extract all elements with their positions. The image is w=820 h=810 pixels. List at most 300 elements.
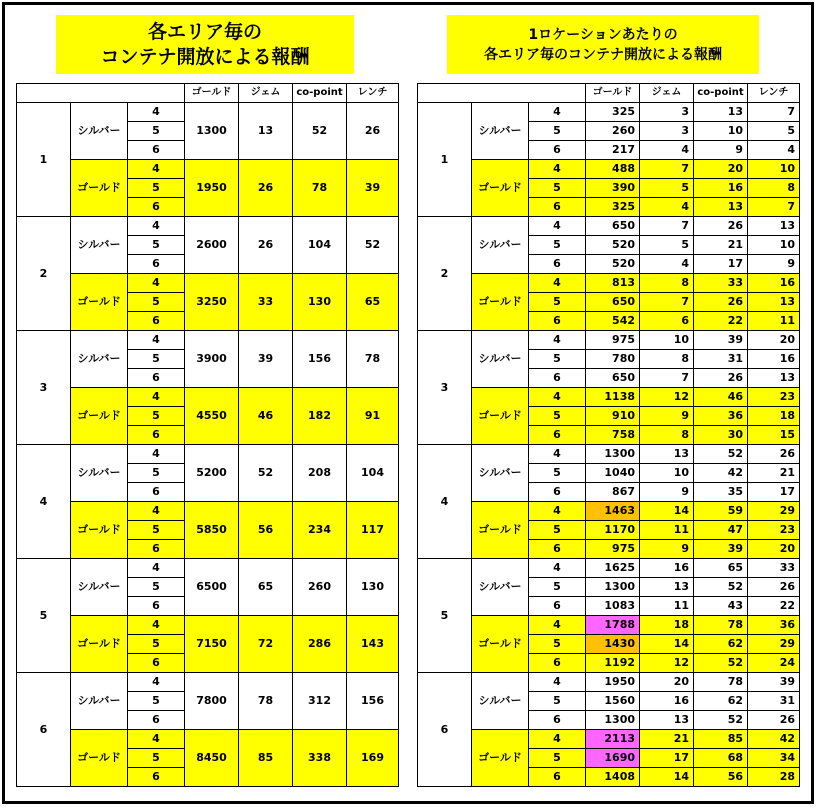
right-value-cell: 2113 [586, 730, 640, 749]
left-level-cell: 4 [128, 730, 185, 749]
right-value-cell: 1138 [586, 388, 640, 407]
left-area-number: 6 [17, 673, 71, 787]
left-area-number: 1 [17, 103, 71, 217]
left-value-cell: 52 [239, 445, 293, 502]
right-value-cell: 39 [694, 540, 748, 559]
right-level-cell: 6 [529, 597, 586, 616]
right-value-cell: 9 [640, 407, 694, 426]
right-level-cell: 5 [529, 464, 586, 483]
right-value-cell: 14 [640, 768, 694, 787]
right-tier-label: シルバー [472, 217, 529, 274]
right-value-cell: 23 [748, 521, 800, 540]
left-table-row [17, 502, 399, 521]
right-value-cell: 12 [640, 388, 694, 407]
left-value-cell: 260 [293, 559, 347, 616]
right-value-cell: 4 [640, 198, 694, 217]
right-table-row [418, 217, 800, 236]
right-area-number: 4 [418, 445, 472, 559]
right-value-cell: 18 [748, 407, 800, 426]
left-table-row [17, 217, 399, 236]
left-value-cell: 52 [347, 217, 399, 274]
left-value-cell: 338 [293, 730, 347, 787]
right-value-cell: 4 [640, 255, 694, 274]
left-level-cell: 4 [128, 445, 185, 464]
right-area-number: 1 [418, 103, 472, 217]
left-table-row [17, 445, 399, 464]
right-value-cell: 7 [640, 369, 694, 388]
right-value-cell: 1300 [586, 445, 640, 464]
right-level-cell: 6 [529, 483, 586, 502]
right-value-cell: 1560 [586, 692, 640, 711]
right-area-number: 2 [418, 217, 472, 331]
right-value-cell: 13 [640, 445, 694, 464]
right-value-cell: 13 [694, 198, 748, 217]
right-value-cell: 22 [694, 312, 748, 331]
left-tier-label: ゴールド [71, 616, 128, 673]
right-level-cell: 5 [529, 236, 586, 255]
left-level-cell: 5 [128, 692, 185, 711]
right-value-cell: 26 [748, 445, 800, 464]
right-value-cell: 78 [694, 616, 748, 635]
right-level-cell: 5 [529, 179, 586, 198]
right-value-cell: 7 [748, 198, 800, 217]
right-value-cell: 52 [694, 445, 748, 464]
right-value-cell: 20 [748, 540, 800, 559]
left-table-row [17, 331, 399, 350]
right-value-cell: 35 [694, 483, 748, 502]
left-header-row [17, 84, 399, 103]
right-level-cell: 6 [529, 426, 586, 445]
right-value-cell: 390 [586, 179, 640, 198]
right-header-cell: レンチ [748, 84, 800, 103]
right-tier-label: ゴールド [472, 160, 529, 217]
right-table-row [418, 388, 800, 407]
right-value-cell: 7 [640, 160, 694, 179]
right-value-cell: 10 [640, 464, 694, 483]
left-value-cell: 8450 [185, 730, 239, 787]
right-value-cell: 42 [694, 464, 748, 483]
right-value-cell: 9 [640, 540, 694, 559]
right-level-cell: 6 [529, 198, 586, 217]
left-value-cell: 5200 [185, 445, 239, 502]
right-level-cell: 5 [529, 293, 586, 312]
right-value-cell: 910 [586, 407, 640, 426]
right-level-cell: 4 [529, 331, 586, 350]
left-header-cell: ジェム [239, 84, 293, 103]
right-value-cell: 62 [694, 635, 748, 654]
right-value-cell: 4 [748, 141, 800, 160]
right-value-cell: 31 [748, 692, 800, 711]
right-value-cell: 30 [694, 426, 748, 445]
left-level-cell: 6 [128, 312, 185, 331]
left-value-cell: 78 [293, 160, 347, 217]
right-value-cell: 29 [748, 502, 800, 521]
right-value-cell: 33 [748, 559, 800, 578]
right-level-cell: 6 [529, 369, 586, 388]
right-value-cell: 26 [694, 217, 748, 236]
right-value-cell: 36 [694, 407, 748, 426]
right-value-cell: 3 [640, 103, 694, 122]
right-table-row [418, 559, 800, 578]
left-value-cell: 3900 [185, 331, 239, 388]
right-value-cell: 39 [748, 673, 800, 692]
left-level-cell: 6 [128, 654, 185, 673]
left-tier-label: シルバー [71, 331, 128, 388]
right-value-cell: 59 [694, 502, 748, 521]
right-value-cell: 5 [640, 236, 694, 255]
right-value-cell: 5 [640, 179, 694, 198]
right-value-cell: 10 [748, 236, 800, 255]
left-level-cell: 4 [128, 388, 185, 407]
right-level-cell: 5 [529, 122, 586, 141]
left-value-cell: 7800 [185, 673, 239, 730]
left-level-cell: 4 [128, 559, 185, 578]
right-level-cell: 5 [529, 350, 586, 369]
right-area-number: 3 [418, 331, 472, 445]
right-value-cell: 29 [748, 635, 800, 654]
right-value-cell: 9 [694, 141, 748, 160]
right-value-cell: 16 [640, 559, 694, 578]
right-tier-label: ゴールド [472, 730, 529, 787]
right-value-cell: 16 [748, 274, 800, 293]
right-value-cell: 488 [586, 160, 640, 179]
left-area-number: 4 [17, 445, 71, 559]
right-value-cell: 13 [640, 578, 694, 597]
right-value-cell: 16 [748, 350, 800, 369]
right-value-cell: 975 [586, 540, 640, 559]
left-tier-label: ゴールド [71, 274, 128, 331]
left-level-cell: 6 [128, 255, 185, 274]
right-value-cell: 1430 [586, 635, 640, 654]
right-value-cell: 33 [694, 274, 748, 293]
right-value-cell: 650 [586, 369, 640, 388]
right-value-cell: 36 [748, 616, 800, 635]
right-value-cell: 758 [586, 426, 640, 445]
right-table-row [418, 331, 800, 350]
right-value-cell: 13 [694, 103, 748, 122]
right-value-cell: 4 [640, 141, 694, 160]
right-value-cell: 17 [694, 255, 748, 274]
left-value-cell: 234 [293, 502, 347, 559]
left-level-cell: 4 [128, 331, 185, 350]
right-value-cell: 28 [748, 768, 800, 787]
left-tier-label: シルバー [71, 673, 128, 730]
left-value-cell: 208 [293, 445, 347, 502]
left-level-cell: 6 [128, 768, 185, 787]
right-value-cell: 65 [694, 559, 748, 578]
left-value-cell: 117 [347, 502, 399, 559]
right-tier-label: シルバー [472, 331, 529, 388]
right-table-row [418, 502, 800, 521]
right-value-cell: 13 [748, 293, 800, 312]
right-level-cell: 4 [529, 103, 586, 122]
right-value-cell: 13 [640, 711, 694, 730]
right-tier-label: シルバー [472, 559, 529, 616]
right-table-row [418, 103, 800, 122]
right-value-cell: 68 [694, 749, 748, 768]
left-value-cell: 5850 [185, 502, 239, 559]
right-level-cell: 6 [529, 141, 586, 160]
right-value-cell: 21 [694, 236, 748, 255]
right-level-cell: 5 [529, 407, 586, 426]
left-level-cell: 5 [128, 122, 185, 141]
right-value-cell: 26 [748, 578, 800, 597]
right-value-cell: 11 [640, 521, 694, 540]
right-value-cell: 1950 [586, 673, 640, 692]
right-value-cell: 17 [748, 483, 800, 502]
left-value-cell: 4550 [185, 388, 239, 445]
right-value-cell: 1625 [586, 559, 640, 578]
left-value-cell: 156 [347, 673, 399, 730]
right-value-cell: 520 [586, 255, 640, 274]
left-table-row [17, 103, 399, 122]
right-value-cell: 46 [694, 388, 748, 407]
left-level-cell: 5 [128, 236, 185, 255]
right-title-line-2: 各エリア毎のコンテナ開放による報酬 [484, 46, 722, 63]
left-level-cell: 5 [128, 179, 185, 198]
right-value-cell: 78 [694, 673, 748, 692]
right-value-cell: 650 [586, 217, 640, 236]
left-value-cell: 39 [239, 331, 293, 388]
left-level-cell: 4 [128, 217, 185, 236]
right-tier-label: ゴールド [472, 502, 529, 559]
right-value-cell: 56 [694, 768, 748, 787]
left-value-cell: 46 [239, 388, 293, 445]
right-value-cell: 217 [586, 141, 640, 160]
right-value-cell: 10 [640, 331, 694, 350]
right-value-cell: 52 [694, 654, 748, 673]
left-value-cell: 13 [239, 103, 293, 160]
right-level-cell: 6 [529, 255, 586, 274]
right-value-cell: 7 [640, 293, 694, 312]
right-tier-label: シルバー [472, 445, 529, 502]
right-value-cell: 12 [640, 654, 694, 673]
left-value-cell: 56 [239, 502, 293, 559]
right-value-cell: 520 [586, 236, 640, 255]
right-level-cell: 4 [529, 445, 586, 464]
right-tier-label: シルバー [472, 673, 529, 730]
left-level-cell: 5 [128, 749, 185, 768]
left-header-blank [17, 84, 185, 103]
right-level-cell: 5 [529, 578, 586, 597]
right-value-cell: 34 [748, 749, 800, 768]
right-value-cell: 8 [748, 179, 800, 198]
right-level-cell: 6 [529, 312, 586, 331]
right-value-cell: 9 [640, 483, 694, 502]
right-value-cell: 813 [586, 274, 640, 293]
right-value-cell: 1040 [586, 464, 640, 483]
left-tier-label: ゴールド [71, 388, 128, 445]
left-value-cell: 182 [293, 388, 347, 445]
right-value-cell: 13 [748, 369, 800, 388]
right-area-number: 6 [418, 673, 472, 787]
right-value-cell: 1690 [586, 749, 640, 768]
left-level-cell: 4 [128, 274, 185, 293]
left-level-cell: 4 [128, 103, 185, 122]
right-value-cell: 26 [694, 293, 748, 312]
left-level-cell: 6 [128, 426, 185, 445]
left-value-cell: 39 [347, 160, 399, 217]
left-value-cell: 65 [239, 559, 293, 616]
left-value-cell: 33 [239, 274, 293, 331]
right-level-cell: 6 [529, 711, 586, 730]
right-value-cell: 1788 [586, 616, 640, 635]
right-tier-label: ゴールド [472, 274, 529, 331]
left-value-cell: 91 [347, 388, 399, 445]
right-value-cell: 1408 [586, 768, 640, 787]
left-header-cell: co-point [293, 84, 347, 103]
right-value-cell: 26 [748, 711, 800, 730]
right-value-cell: 260 [586, 122, 640, 141]
left-tier-label: ゴールド [71, 502, 128, 559]
left-value-cell: 26 [239, 217, 293, 274]
left-value-cell: 78 [239, 673, 293, 730]
right-value-cell: 8 [640, 350, 694, 369]
left-value-cell: 26 [347, 103, 399, 160]
left-title-line-1: 各エリア毎の [147, 20, 262, 43]
right-header-row [418, 84, 800, 103]
left-value-cell: 3250 [185, 274, 239, 331]
left-area-number: 3 [17, 331, 71, 445]
right-level-cell: 5 [529, 692, 586, 711]
right-value-cell: 24 [748, 654, 800, 673]
left-level-cell: 6 [128, 711, 185, 730]
right-header-cell: ジェム [640, 84, 694, 103]
right-level-cell: 5 [529, 635, 586, 654]
left-tier-label: ゴールド [71, 160, 128, 217]
left-tier-label: シルバー [71, 559, 128, 616]
left-value-cell: 2600 [185, 217, 239, 274]
right-table-row [418, 616, 800, 635]
left-tier-label: シルバー [71, 103, 128, 160]
right-value-cell: 42 [748, 730, 800, 749]
right-value-cell: 1083 [586, 597, 640, 616]
left-level-cell: 6 [128, 540, 185, 559]
right-value-cell: 1300 [586, 711, 640, 730]
right-tier-label: ゴールド [472, 388, 529, 445]
right-value-cell: 325 [586, 198, 640, 217]
right-table-row [418, 160, 800, 179]
left-value-cell: 143 [347, 616, 399, 673]
right-value-cell: 1192 [586, 654, 640, 673]
right-value-cell: 18 [640, 616, 694, 635]
right-value-cell: 23 [748, 388, 800, 407]
right-level-cell: 4 [529, 673, 586, 692]
right-level-cell: 4 [529, 502, 586, 521]
right-value-cell: 6 [640, 312, 694, 331]
left-value-cell: 156 [293, 331, 347, 388]
right-header-cell: co-point [694, 84, 748, 103]
right-level-cell: 4 [529, 388, 586, 407]
right-header-blank [418, 84, 586, 103]
left-value-cell: 7150 [185, 616, 239, 673]
left-level-cell: 6 [128, 369, 185, 388]
left-value-cell: 130 [347, 559, 399, 616]
left-value-cell: 65 [347, 274, 399, 331]
left-value-cell: 26 [239, 160, 293, 217]
right-value-cell: 22 [748, 597, 800, 616]
right-table-row [418, 274, 800, 293]
right-value-cell: 20 [694, 160, 748, 179]
right-tier-label: ゴールド [472, 616, 529, 673]
right-level-cell: 6 [529, 540, 586, 559]
right-value-cell: 15 [748, 426, 800, 445]
left-level-cell: 5 [128, 521, 185, 540]
right-value-cell: 47 [694, 521, 748, 540]
right-level-cell: 4 [529, 616, 586, 635]
left-table-row [17, 274, 399, 293]
left-level-cell: 5 [128, 464, 185, 483]
right-value-cell: 5 [748, 122, 800, 141]
right-level-cell: 4 [529, 274, 586, 293]
right-value-cell: 1300 [586, 578, 640, 597]
right-level-cell: 4 [529, 217, 586, 236]
left-level-cell: 6 [128, 597, 185, 616]
left-value-cell: 1950 [185, 160, 239, 217]
right-value-cell: 43 [694, 597, 748, 616]
right-value-cell: 31 [694, 350, 748, 369]
right-value-cell: 14 [640, 635, 694, 654]
left-level-cell: 6 [128, 483, 185, 502]
left-value-cell: 312 [293, 673, 347, 730]
right-level-cell: 4 [529, 160, 586, 179]
left-level-cell: 5 [128, 407, 185, 426]
left-level-cell: 4 [128, 502, 185, 521]
right-title-line-1: 1ロケーションあたりの [528, 26, 678, 43]
right-value-cell: 14 [640, 502, 694, 521]
left-title-line-2: コンテナ開放による報酬 [100, 45, 310, 68]
left-table-row [17, 160, 399, 179]
right-value-cell: 13 [748, 217, 800, 236]
left-table-row [17, 673, 399, 692]
right-value-cell: 542 [586, 312, 640, 331]
right-level-cell: 4 [529, 559, 586, 578]
right-value-cell: 85 [694, 730, 748, 749]
right-value-cell: 52 [694, 578, 748, 597]
right-table-row [418, 445, 800, 464]
right-value-cell: 7 [748, 103, 800, 122]
right-value-cell: 16 [640, 692, 694, 711]
right-value-cell: 8 [640, 426, 694, 445]
left-value-cell: 6500 [185, 559, 239, 616]
right-value-cell: 1463 [586, 502, 640, 521]
right-level-cell: 5 [529, 521, 586, 540]
right-table-row [418, 730, 800, 749]
left-header-cell: レンチ [347, 84, 399, 103]
right-value-cell: 11 [748, 312, 800, 331]
right-value-cell: 780 [586, 350, 640, 369]
right-table-row [418, 673, 800, 692]
right-title-banner [447, 15, 759, 74]
left-table-row [17, 559, 399, 578]
right-value-cell: 52 [694, 711, 748, 730]
right-level-cell: 4 [529, 730, 586, 749]
left-level-cell: 5 [128, 635, 185, 654]
left-level-cell: 4 [128, 673, 185, 692]
right-area-number: 5 [418, 559, 472, 673]
per-location-reward-table [417, 83, 800, 787]
left-value-cell: 169 [347, 730, 399, 787]
right-value-cell: 1170 [586, 521, 640, 540]
right-value-cell: 17 [640, 749, 694, 768]
right-value-cell: 21 [748, 464, 800, 483]
left-table-row [17, 388, 399, 407]
right-value-cell: 20 [748, 331, 800, 350]
left-level-cell: 5 [128, 350, 185, 369]
left-header-cell: ゴールド [185, 84, 239, 103]
right-value-cell: 20 [640, 673, 694, 692]
right-value-cell: 11 [640, 597, 694, 616]
